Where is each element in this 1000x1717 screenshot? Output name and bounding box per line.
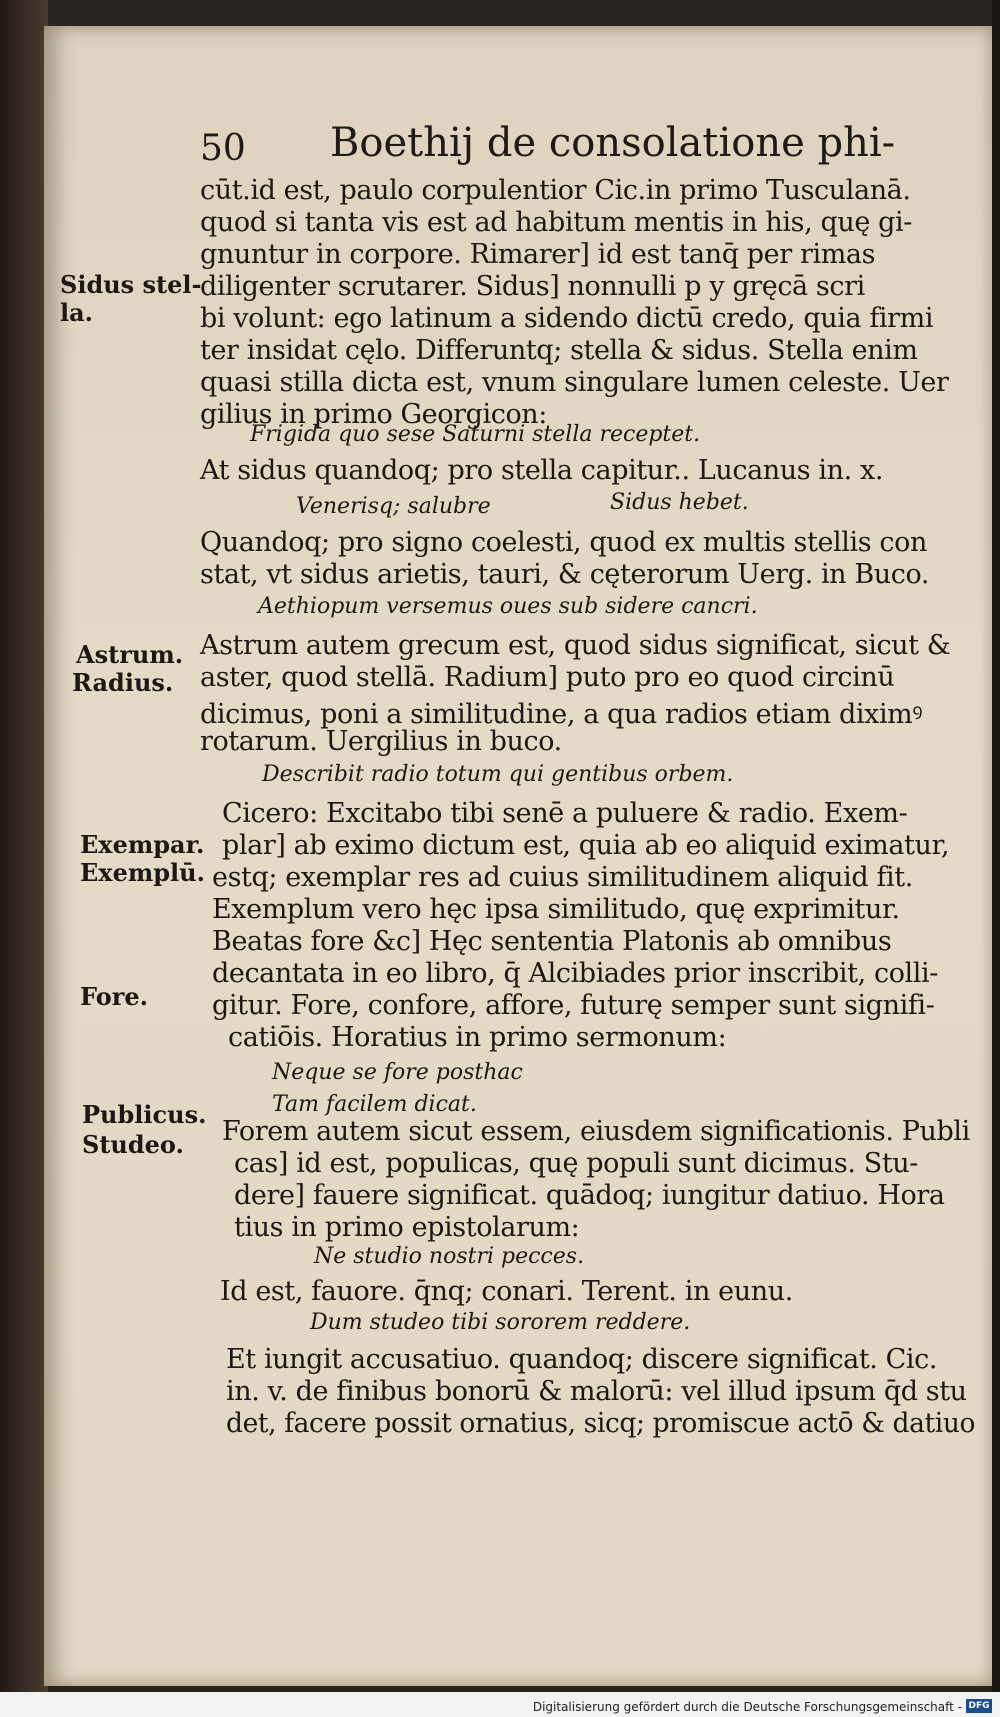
verse-quote: Ne studio nostri pecces. xyxy=(314,1244,585,1269)
text-line: rotarum. Uergilius in buco. xyxy=(200,726,562,757)
text-line: ter insidat cęlo. Differuntq; stella & sidus. Stella enim xyxy=(200,335,918,366)
text-line: bi volunt: ego latinum a sidendo dictū credo, quia firmi xyxy=(200,303,934,334)
verse-quote: Describit radio totum qui gentibus orbem. xyxy=(262,762,734,787)
text-line: Exemplum vero hęc ipsa similitudo, quę exprimitur. xyxy=(212,894,900,925)
verse-quote: Sidus hebet. xyxy=(610,490,749,515)
page-number: 50 xyxy=(200,128,246,169)
margin-note: Publicus. xyxy=(82,1100,207,1129)
text-line: dere] fauere significat. quādoq; iungitur datiuo. Hora xyxy=(234,1180,945,1211)
text-line: Cicero: Excitabo tibi senē a puluere & radio. Exem- xyxy=(222,798,908,829)
text-line: aster, quod stellā. Radium] puto pro eo quod circinū xyxy=(200,662,895,693)
text-line: estq; exemplar res ad cuius similitudinem aliquid fit. xyxy=(212,862,913,893)
margin-note: la. xyxy=(60,298,94,327)
margin-note: Sidus stel- xyxy=(60,270,202,299)
text-line: dicimus, poni a similitudine, a qua radios etiam diximꝰ xyxy=(200,699,923,730)
verse-quote: Tam facilem dicat. xyxy=(272,1092,477,1117)
margin-note: Studeo. xyxy=(82,1130,184,1159)
text-line: Quandoq; pro signo coelesti, quod ex multis stellis con xyxy=(200,527,927,558)
text-line: det, facere possit ornatius, sicq; promiscue actō & datiuo xyxy=(226,1408,976,1439)
text-line: stat, vt sidus arietis, tauri, & cęterorum Uerg. in Buco. xyxy=(200,559,930,590)
margin-note: Radius. xyxy=(72,668,174,697)
text-line: tius in primo epistolarum: xyxy=(234,1212,580,1243)
verse-quote: Aethiopum versemus oues sub sidere cancri. xyxy=(258,594,758,619)
running-title: Boethij de consolatione phi- xyxy=(330,120,896,166)
text-line: quod si tanta vis est ad habitum mentis in his, quę gi- xyxy=(200,207,912,238)
text-line: Forem autem sicut essem, eiusdem significationis. Publi xyxy=(222,1116,970,1147)
margin-note: Exempar. xyxy=(80,830,205,859)
text-line: decantata in eo libro, q̄ Alcibiades prior inscribit, colli- xyxy=(212,958,938,989)
text-line: gitur. Fore, confore, affore, futurę semper sunt signifi- xyxy=(212,990,935,1021)
text-line: cas] id est, populicas, quę populi sunt dicimus. Stu- xyxy=(234,1148,918,1179)
book-spine xyxy=(0,0,48,1717)
margin-note: Exemplū. xyxy=(80,858,205,887)
page-edge xyxy=(992,0,1000,1717)
text-line: quasi stilla dicta est, vnum singulare lumen celeste. Uer xyxy=(200,367,949,398)
text-line: At sidus quandoq; pro stella capitur.. Lucanus in. x. xyxy=(200,455,884,486)
verse-quote: Venerisq; salubre xyxy=(296,494,491,519)
text-line: Id est, fauore. q̄nq; conari. Terent. in eunu. xyxy=(220,1276,793,1307)
verse-quote: Neque se fore posthac xyxy=(272,1060,523,1085)
digitization-credit: Digitalisierung gefördert durch die Deutsche Forschungsgemeinschaft - xyxy=(532,1700,962,1714)
text-line: gnuntur in corpore. Rimarer] id est tanq̄ per rimas xyxy=(200,239,876,270)
text-line: Astrum autem grecum est, quod sidus significat, sicut & xyxy=(200,630,951,661)
text-line: cūt.id est, paulo corpulentior Cic.in primo Tusculanā. xyxy=(200,175,911,206)
margin-note: Fore. xyxy=(80,982,149,1011)
text-line: Beatas fore &c] Hęc sententia Platonis ab omnibus xyxy=(212,926,892,957)
dfg-logo: DFG xyxy=(966,1699,992,1713)
text-line: catiōis. Horatius in primo sermonum: xyxy=(228,1022,727,1053)
text-line: diligenter scrutarer. Sidus] nonnulli p y gręcā scri xyxy=(200,271,865,302)
text-line: gilius in primo Georgicon: xyxy=(200,399,547,430)
text-line: in. v. de finibus bonorū & malorū: vel illud ipsum q̄d stu xyxy=(226,1376,967,1407)
verse-quote: Frigida quo sese Saturni stella receptet. xyxy=(250,422,701,447)
verse-quote: Dum studeo tibi sororem reddere. xyxy=(310,1310,691,1335)
text-line: plar] ab eximo dictum est, quia ab eo aliquid eximatur, xyxy=(222,830,950,861)
text-line: Et iungit accusatiuo. quandoq; discere significat. Cic. xyxy=(226,1344,938,1375)
margin-note: Astrum. xyxy=(76,640,184,669)
